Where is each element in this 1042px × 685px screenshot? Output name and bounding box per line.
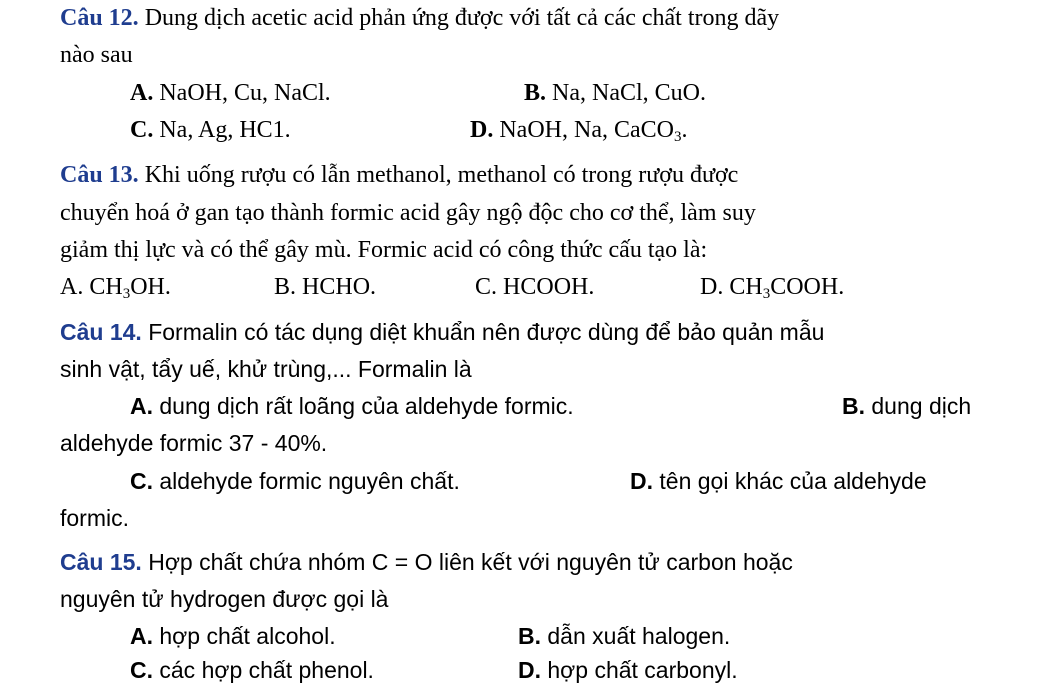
q13-option-c: C. HCOOH. (475, 274, 595, 300)
q14-option-b: B. dung dịch (842, 393, 972, 419)
q12-option-a: A. NaOH, Cu, NaCl. (130, 80, 331, 106)
q14-stem-text-1: Formalin có tác dụng diệt khuẩn nên được dùng để bảo quản mẫu (148, 319, 825, 345)
q12-option-b: B. Na, NaCl, CuO. (524, 80, 706, 106)
q14-option-d-continuation: formic. (60, 505, 129, 531)
q14-label: Câu 14. (60, 319, 142, 345)
q12-stem-line2: nào sau (60, 42, 133, 68)
q15-stem-text-1: Hợp chất chứa nhóm C = O liên kết với nguyên tử carbon hoặc (148, 549, 793, 575)
q14-stem-line2: sinh vật, tẩy uế, khử trùng,... Formalin là (60, 356, 472, 382)
q13-stem-line2: chuyển hoá ở gan tạo thành formic acid gây ngộ độc cho cơ thể, làm suy (60, 200, 756, 226)
q12-option-c: C. Na, Ag, HC1. (130, 117, 291, 143)
q12-option-d: D. NaOH, Na, CaCO$_3$. (470, 117, 688, 145)
q15-option-c: C. các hợp chất phenol. (130, 657, 374, 683)
q13-label: Câu 13. (60, 162, 139, 188)
q14-option-d: D. tên gọi khác của aldehyde (630, 468, 927, 494)
q13-option-a: A. $CH_3OH$. (60, 274, 171, 302)
q12-stem-text-1: Dung dịch acetic acid phản ứng được với tất cả các chất trong dãy (144, 5, 780, 31)
q14-option-c: C. aldehyde formic nguyên chất. (130, 468, 460, 494)
q14-option-a: A. dung dịch rất loãng của aldehyde formic. (130, 393, 574, 419)
q15-stem-line2: nguyên tử hydrogen được gọi là (60, 586, 389, 612)
q12-label: Câu 12. (60, 5, 139, 31)
q13-option-d: D. $CH_3COOH$. (700, 274, 845, 302)
q15-option-a: A. hợp chất alcohol. (130, 623, 336, 649)
q15-option-b: B. dẫn xuất halogen. (518, 623, 731, 649)
q13-option-b: B. HCHO. (274, 274, 377, 300)
q15-label: Câu 15. (60, 549, 142, 575)
q13-stem-text-1: Khi uống rượu có lẫn methanol, methanol có trong rượu được (144, 162, 739, 188)
q13-stem-line1 (60, 160, 1022, 190)
q12-stem-line1 (60, 3, 1022, 33)
q14-stem-line1 (60, 317, 1022, 347)
q15-stem-line1 (60, 547, 1022, 577)
q14-option-b-continuation: aldehyde formic 37 - 40%. (60, 430, 328, 456)
q13-stem-line3: giảm thị lực và có thể gây mù. Formic acid có công thức cấu tạo là: (60, 237, 708, 263)
q15-option-d: D. hợp chất carbonyl. (518, 657, 738, 683)
